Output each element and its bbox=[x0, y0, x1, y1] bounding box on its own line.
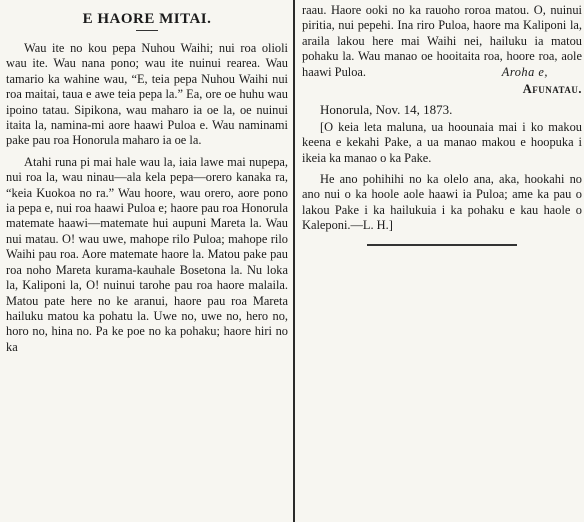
letter-paragraph-2: Atahi runa pi mai hale wau la, iaia lawe mai nupepa, nui roa la, wau ninau—ala kela pepa—orero kanaka ra, “keia Kuokoa no ra.” Wau hoore, wau orero, aore pono ia pepa e, nui roa haawi Puloa e; haore pau roa Honorula matemate haawi—matemate hui aupuni Mareta la. Wau nui matau. O! wau uwe, mahope rilo Puloa; mahope rilo Waihi pau roa. Aore matemate haore la. Matou pake pau roa noho Mareta kurama-kauhale Bosetona la. Nu loka la, Kaliponi la, O! nuinui tarohe pau roa haore malaila. Matou pate here no ke aranui, haore pau roa Mareta hailuku matou ka pohatu la. Uwe no, uwe no, hero no, horo no, hina no. Pa ke poe no ka pohaku; haore hiri no ka bbox=[6, 154, 288, 354]
article-title: E HAORE MITAI. bbox=[82, 11, 212, 27]
article-end-rule bbox=[367, 244, 517, 246]
title-rule bbox=[136, 30, 158, 31]
dateline: Honorula, Nov. 14, 1873. bbox=[320, 101, 453, 117]
right-column bbox=[296, 0, 584, 522]
editor-note-paragraph-1: [O keia leta maluna, ua hoounaia mai i ko makou keena e kekahi Pake, a ua manao makou e hoopuka i ikeia ka manao o ka Pake. bbox=[302, 119, 582, 165]
column-divider bbox=[293, 0, 295, 522]
letter-paragraph-1: Wau ite no kou pepa Nuhou Waihi; nui roa olioli wau ite. Wau nana pono; wau ite nuinui rearea. Wau tamario ka wahine wau, “E, teia pepa Nuhou Waihi nui roa maitai, taua e awe teia pepa la.” Ea, ore oe huhu wau ipoino tatau. Sipikona, wau maharo ia oe la, oe nuinui itaita la, namina-mi aore haawi Puloa e. Wau naminami pake pau roa Honorula maharo ia oe la. bbox=[6, 41, 288, 148]
letter-paragraph-continuation: raau. Haore ooki no ka rauoho roroa matou. O, nuinui piritia, nui pepehi. Ina riro Puloa, haore ma Kaliponi la, araila lakou here mai Waihi nei, hailuku ia matou pohaku la. Wau manao oe hooitaita roa, hoore roa, aole haawi Puloa. bbox=[302, 3, 582, 79]
letter-signature: Afunatau. bbox=[522, 82, 582, 97]
editor-note-paragraph-2: He ano pohihihi no ka olelo ana, aka, hookahi no ano nui o ka hoole aole haawi ia Puloa; ame ka pau o lakou Pake i ka hailukuia i ka pohaku e kau haole o Kaleponi.—L. H.] bbox=[302, 172, 582, 233]
closing-text: Aroha e, bbox=[501, 65, 548, 80]
